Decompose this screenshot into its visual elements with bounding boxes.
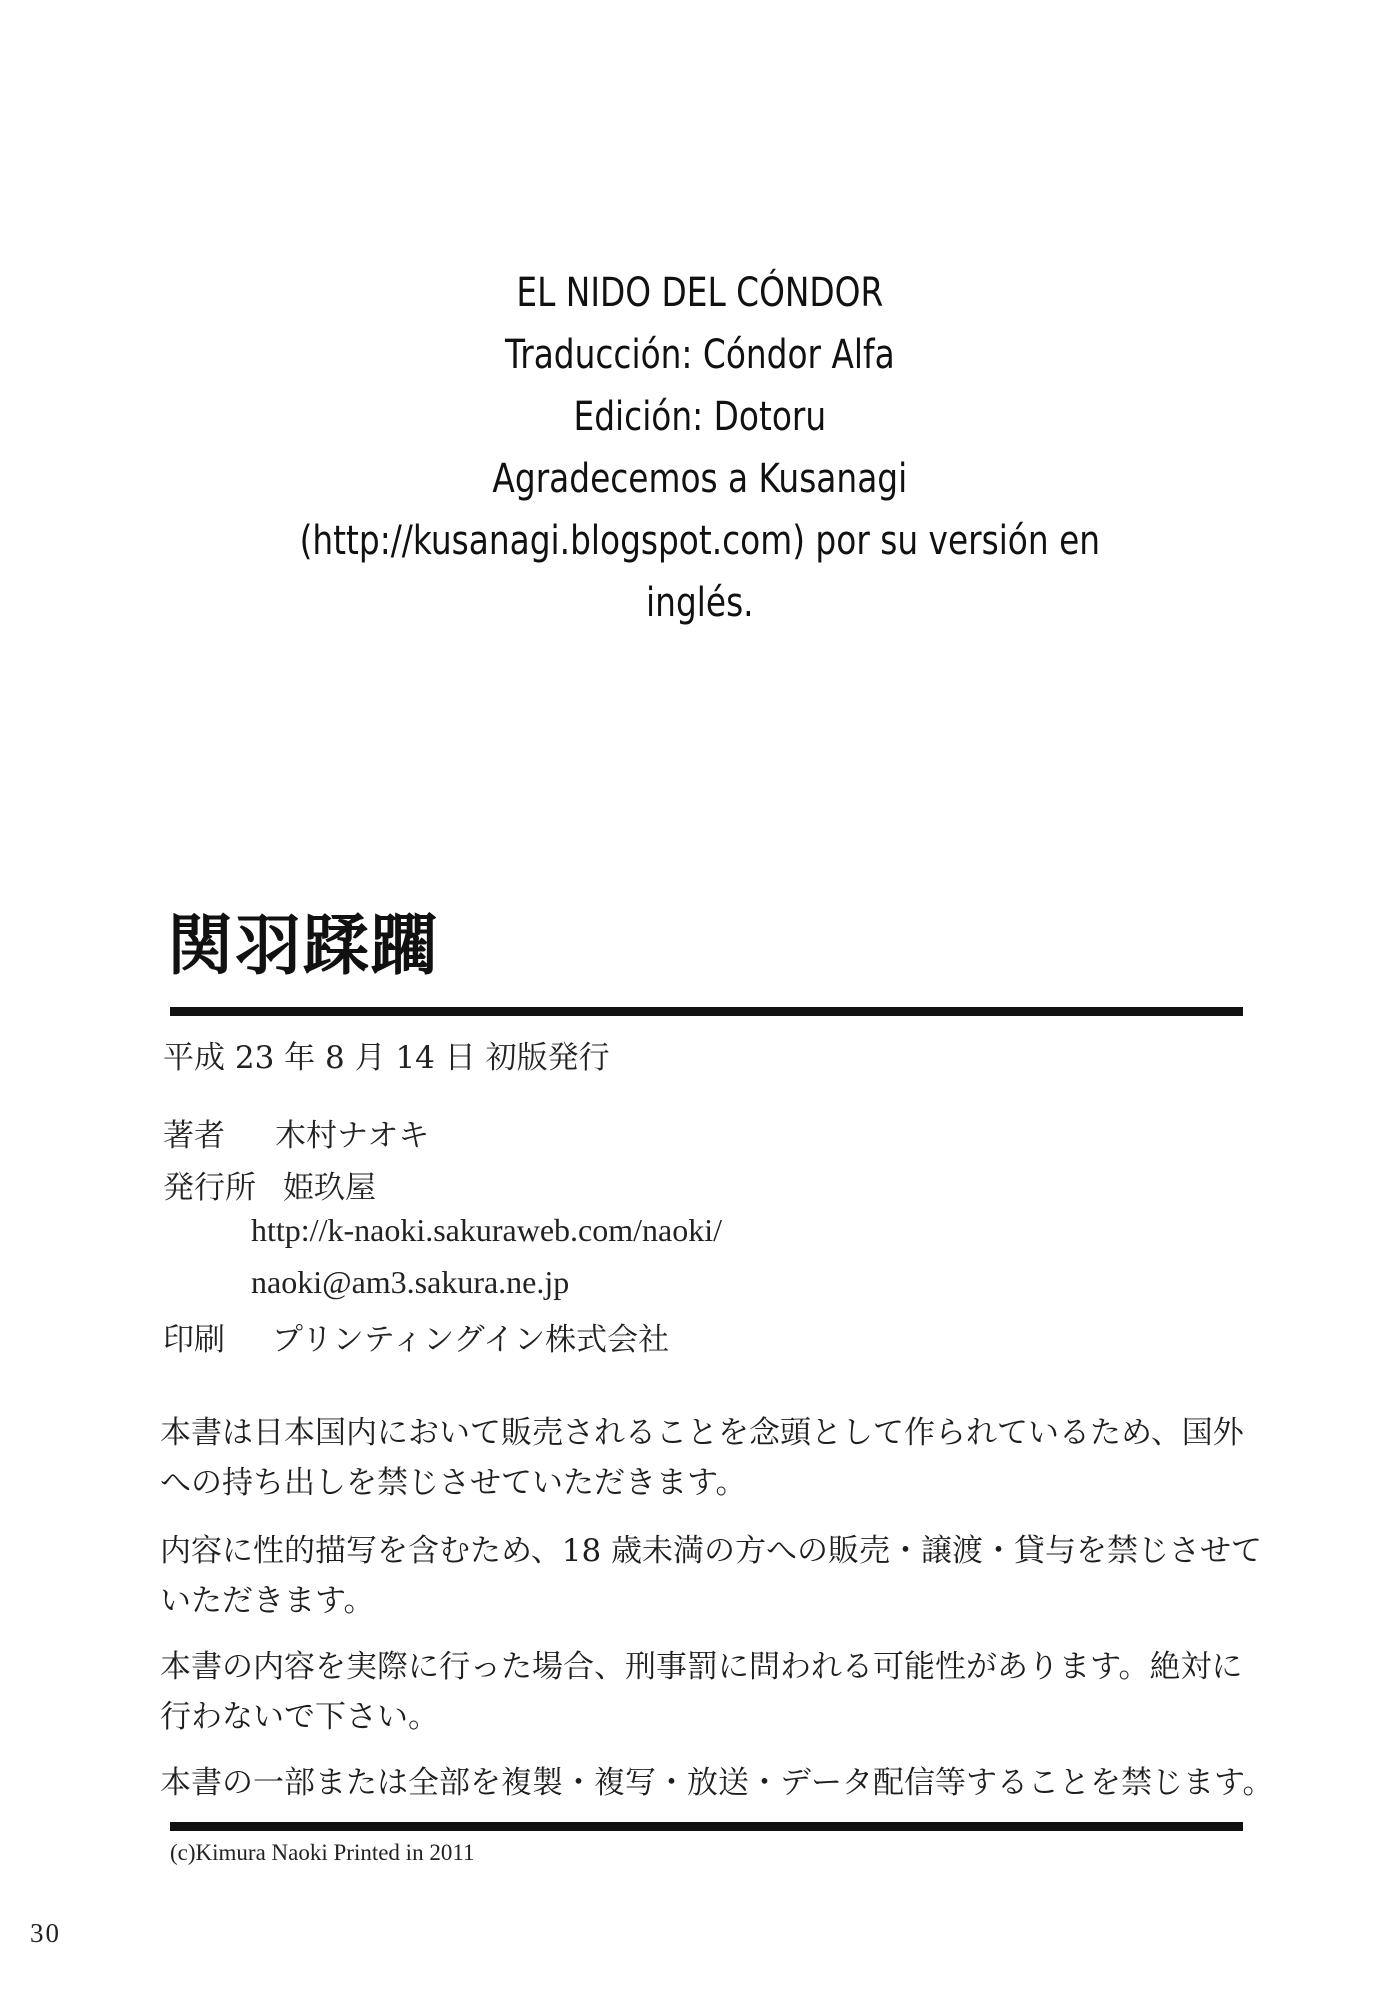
publisher-email: naoki@am3.sakura.ne.jp bbox=[251, 1264, 570, 1300]
printer-name: プリンティングイン株式会社 bbox=[272, 1322, 670, 1358]
bottom-divider bbox=[170, 1822, 1243, 1831]
credits-thanks: Agradecemos a Kusanagi bbox=[492, 456, 908, 502]
credits-translation: Traducción: Cóndor Alfa bbox=[504, 332, 895, 378]
author-row bbox=[163, 1110, 429, 1155]
notice-export: 本書は日本国内において販売されることを念頭として作られているため、国外への持ち出しを禁じさせていただきます。 bbox=[160, 1415, 1244, 1501]
page-number: 30 bbox=[30, 1918, 61, 1948]
credits-thanks-line3: inglés. bbox=[646, 580, 754, 626]
printer-label: 印刷 bbox=[163, 1322, 225, 1358]
printer-row bbox=[163, 1314, 669, 1359]
copyright-line: (c)Kimura Naoki Printed in 2011 bbox=[170, 1840, 475, 1865]
translation-credits bbox=[129, 262, 1271, 634]
publisher-row bbox=[163, 1162, 376, 1207]
notice-age: 内容に性的描写を含むため、18 歳未満の方への販売・譲渡・貸与を禁じさせていただきます。 bbox=[160, 1533, 1263, 1619]
book-title: 関羽蹂躙 bbox=[167, 907, 439, 984]
notice-legal: 本書の内容を実際に行った場合、刑事罰に問われる可能性があります。絶対に行わないで下さい。 bbox=[160, 1649, 1243, 1735]
author-label: 著者 bbox=[163, 1118, 225, 1154]
author-name: 木村ナオキ bbox=[275, 1118, 430, 1154]
publisher-label: 発行所 bbox=[163, 1170, 256, 1206]
publisher-url: http://k-naoki.sakuraweb.com/naoki/ bbox=[251, 1212, 722, 1248]
edition-date: 平成 23 年 8 月 14 日 初版発行 bbox=[163, 1040, 610, 1076]
credits-edition: Edición: Dotoru bbox=[573, 394, 827, 440]
credits-thanks-line2: (http://kusanagi.blogspot.com) por su versión en bbox=[299, 518, 1101, 564]
top-divider bbox=[170, 1007, 1243, 1016]
notice-copy: 本書の一部または全部を複製・複写・放送・データ配信等することを禁じます。 bbox=[160, 1765, 1274, 1801]
credits-group-name: EL NIDO DEL CÓNDOR bbox=[516, 270, 884, 316]
publisher-name: 姫玖屋 bbox=[283, 1170, 376, 1206]
